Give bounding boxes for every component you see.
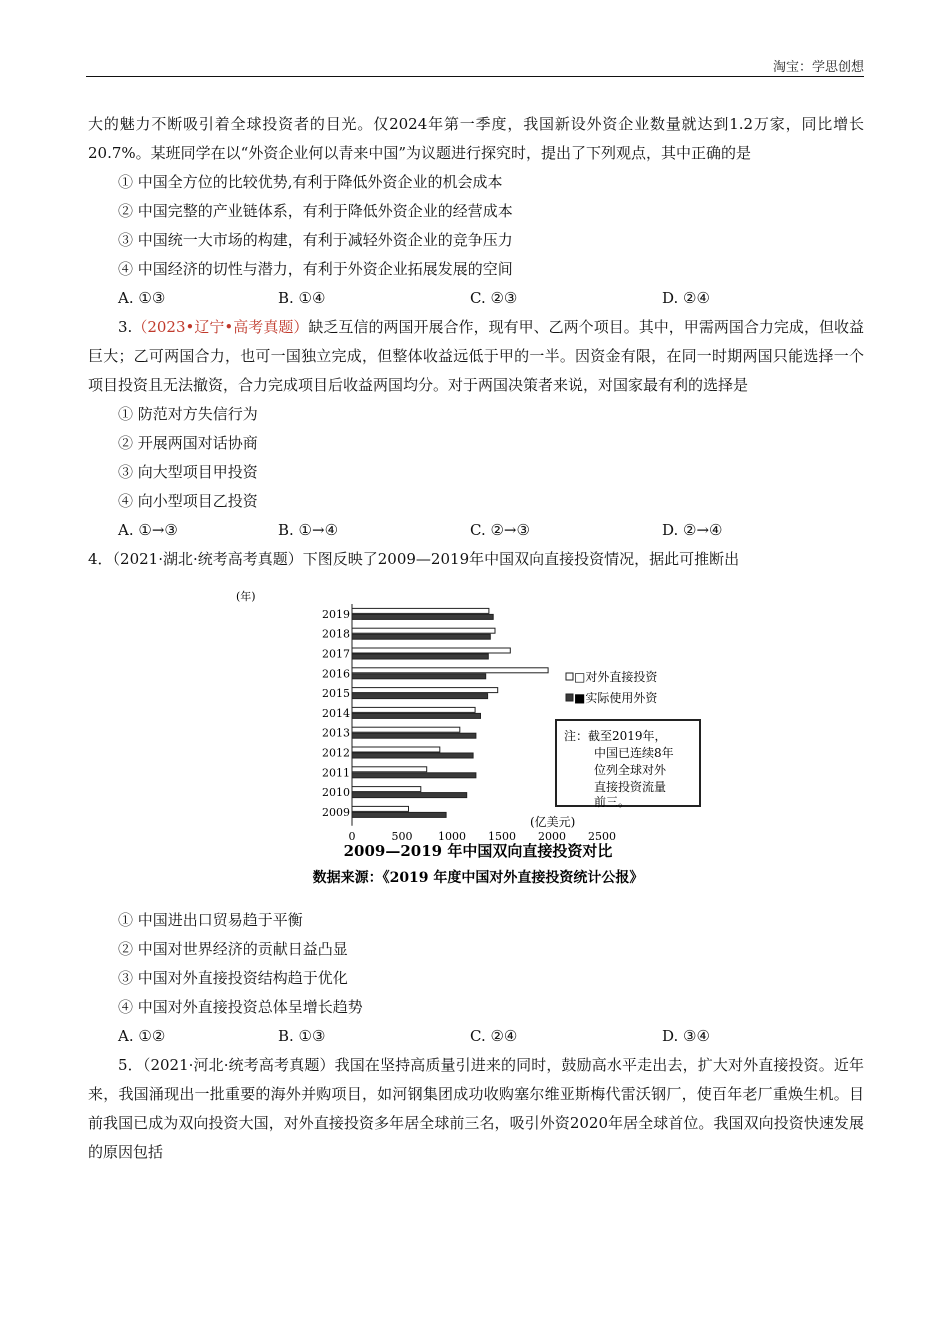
- q2-item-4: ④ 中国经济的切性与潜力，有利于外资企业拓展发展的空间: [118, 260, 513, 278]
- chart-x-tick-label: 2000: [538, 829, 566, 843]
- q2-choice-c: C. ②③: [470, 289, 518, 307]
- bar-outward-2018: [352, 628, 495, 633]
- chart-y-axis-label: (年): [236, 590, 256, 603]
- chart-x-tick-label: 1500: [488, 829, 516, 843]
- q5-number: 5．: [118, 1056, 143, 1074]
- q2-item-3: ③ 中国统一大市场的构建，有利于减轻外资企业的竞争压力: [118, 231, 513, 249]
- q3-item-3: ③ 向大型项目甲投资: [118, 463, 258, 481]
- bar-inward-2010: [352, 793, 467, 798]
- q3-choice-a: A. ①→③: [118, 521, 178, 539]
- chart-year-label: 2018: [322, 627, 350, 641]
- bar-outward-2014: [352, 707, 475, 712]
- investment-chart: [228, 580, 728, 900]
- chart-year-label: 2017: [322, 647, 350, 661]
- chart-note-line-2: 中国已连续8年: [594, 746, 674, 760]
- chart-bars: [352, 604, 548, 826]
- q3-paragraph: [88, 313, 864, 400]
- chart-x-ticks: [349, 830, 617, 843]
- bar-inward-2009: [352, 812, 446, 817]
- q3-item-1: ① 防范对方失信行为: [118, 405, 258, 423]
- chart-note-line-5: 前三。: [594, 795, 631, 809]
- header-rule: [86, 76, 864, 77]
- q3-choice-d: D. ②→④: [662, 521, 723, 539]
- chart-year-label: 2011: [322, 766, 350, 780]
- chart-year-label: 2015: [322, 687, 350, 701]
- chart-year-label: 2010: [322, 786, 350, 800]
- q2-choice-d: D. ②④: [662, 289, 710, 307]
- chart-x-tick-label: 500: [391, 829, 413, 843]
- chart-year-label: 2014: [322, 706, 350, 720]
- legend-inward-label: ■实际使用外资: [574, 691, 658, 705]
- bar-outward-2017: [352, 648, 510, 653]
- q4-choice-d: D. ③④: [662, 1027, 710, 1045]
- chart-year-label: 2009: [322, 805, 350, 819]
- chart-x-tick-label: 1000: [438, 829, 466, 843]
- bar-inward-2014: [352, 713, 481, 718]
- chart-x-axis-label: (亿美元): [530, 815, 576, 829]
- chart-note-line-3: 位列全球对外: [594, 763, 667, 777]
- bar-inward-2011: [352, 773, 476, 778]
- bar-inward-2019: [352, 614, 493, 619]
- bar-inward-2015: [352, 694, 488, 699]
- header-right-text: 淘宝：学思创想: [772, 60, 864, 75]
- chart-x-tick-label: 0: [348, 829, 356, 843]
- chart-year-label: 2012: [322, 746, 350, 760]
- bar-inward-2016: [352, 674, 486, 679]
- q3-source: （2023•辽宁•高考真题）: [132, 318, 309, 336]
- q3-number: 3.: [118, 318, 133, 336]
- q4-choice-c: C. ②④: [470, 1027, 518, 1045]
- q4-paragraph: [88, 545, 864, 574]
- bar-inward-2017: [352, 654, 488, 659]
- q3-choice-b: B. ①→④: [278, 521, 339, 539]
- q3-choice-c: C. ②→③: [470, 521, 530, 539]
- q4-item-1: ① 中国进出口贸易趋于平衡: [118, 911, 303, 929]
- q3-choices: [88, 516, 864, 545]
- bar-outward-2013: [352, 727, 460, 732]
- q5-stem: （2021·河北·统考高考真题）我国在坚持高质量引进来的同时，鼓励高水平走出去，扩大对外直接投资。近年来，我国涌现出一批重要的海外并购项目，如河钢集团成功收购塞尔维亚斯梅代雷沃钢厂，使百年老厂重焕生机。目前我国已成为双向投资大国，对外直接投资多年居全球前三名，吸引外资2020年居全球首位。我国双向投资快速发展的原因包括: [88, 1056, 865, 1161]
- bar-outward-2015: [352, 688, 498, 693]
- legend-inward-swatch: [566, 694, 573, 701]
- bar-outward-2010: [352, 787, 421, 792]
- chart-year-label: 2013: [322, 726, 350, 740]
- chart-subtitle: 数据来源：《2019 年度中国对外直接投资统计公报》: [312, 870, 644, 886]
- q4-number: 4．: [88, 550, 113, 568]
- q4-choice-a: A. ①②: [118, 1027, 166, 1045]
- bar-inward-2018: [352, 634, 490, 639]
- q2-item-2: ② 中国完整的产业链体系，有利于降低外资企业的经营成本: [118, 202, 513, 220]
- bar-outward-2012: [352, 747, 440, 752]
- bar-outward-2011: [352, 767, 427, 772]
- q3-item-2: ② 开展两国对话协商: [118, 434, 258, 452]
- chart-year-labels: [322, 608, 350, 819]
- q2-choice-a: A. ①③: [118, 289, 166, 307]
- q3-stem: 缺乏互信的两国开展合作，现有甲、乙两个项目。其中，甲需两国合力完成，但收益巨大；乙可两国合力，也可一国独立完成，但整体收益远低于甲的一半。因资金有限，在同一时期两国只能选择一个项目投资且无法撤资，合力完成项目后收益两国均分。对于两国决策者来说，对国家最有利的选择是: [88, 318, 864, 394]
- bar-inward-2012: [352, 753, 473, 758]
- legend-outward-label: □对外直接投资: [574, 670, 658, 684]
- q5-paragraph: [88, 1051, 864, 1167]
- q4-item-3: ③ 中国对外直接投资结构趋于优化: [118, 969, 348, 987]
- legend-outward-swatch: [566, 673, 573, 680]
- bar-outward-2016: [352, 668, 548, 673]
- q2-choice-b: B. ①④: [278, 289, 326, 307]
- bar-inward-2013: [352, 733, 476, 738]
- document-content: [88, 110, 864, 1167]
- bar-outward-2009: [352, 806, 409, 811]
- chart-svg: [228, 580, 728, 900]
- chart-x-tick-label: 2500: [588, 829, 616, 843]
- q2-stem: 大的魅力不断吸引着全球投资者的目光。仅2024年第一季度，我国新设外资企业数量就达到1.2万家，同比增长20.7%。某班同学在以“外资企业何以青来中国”为议题进行探究时，提出了下列观点，其中正确的是: [88, 115, 864, 162]
- chart-year-label: 2019: [322, 607, 350, 621]
- q4-item-4: ④ 中国对外直接投资总体呈增长趋势: [118, 998, 363, 1016]
- q2-choices: [88, 284, 864, 313]
- chart-title: 2009—2019 年中国双向直接投资对比: [343, 842, 613, 860]
- q4-choice-b: B. ①③: [278, 1027, 326, 1045]
- chart-note-line-4: 直接投资流量: [594, 780, 667, 794]
- chart-year-label: 2016: [322, 667, 350, 681]
- q4-item-2: ② 中国对世界经济的贡献日益凸显: [118, 940, 348, 958]
- q3-item-4: ④ 向小型项目乙投资: [118, 492, 258, 510]
- bar-outward-2019: [352, 608, 489, 613]
- q2-item-1: ① 中国全方位的比较优势,有利于降低外资企业的机会成本: [118, 173, 503, 191]
- q4-choices: [88, 1022, 864, 1051]
- chart-note-line-1: 注：截至2019年，: [564, 729, 667, 743]
- q4-stem: （2021·湖北·统考高考真题）下图反映了2009—2019年中国双向直接投资情况，据此可推断出: [112, 550, 740, 568]
